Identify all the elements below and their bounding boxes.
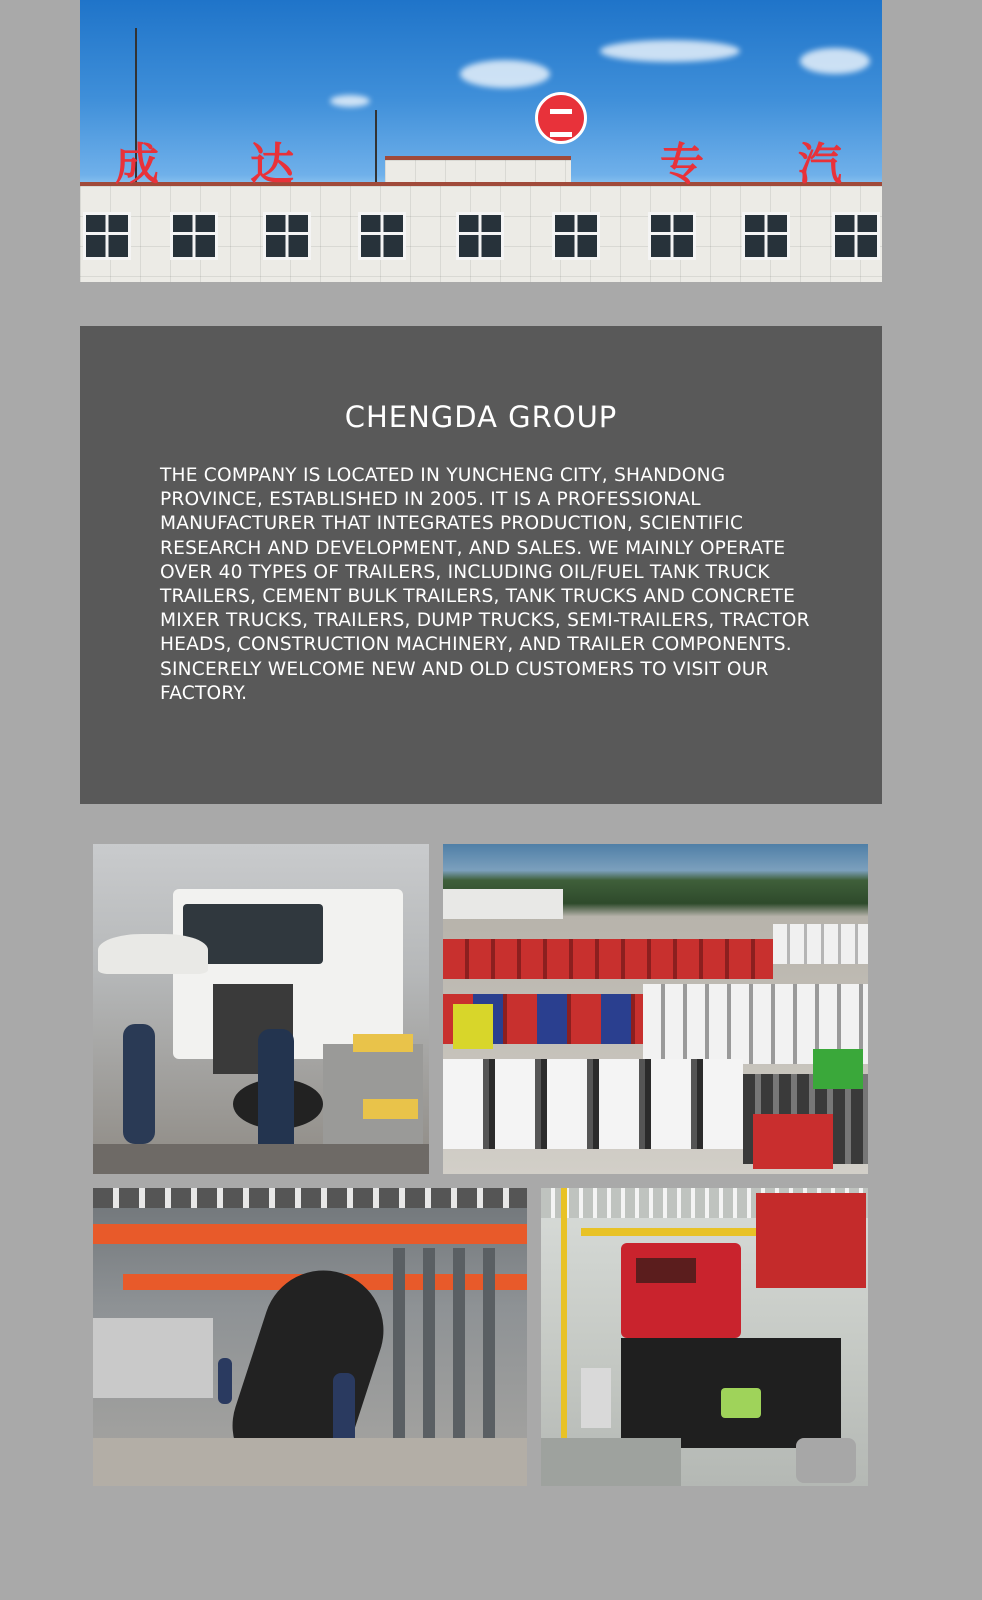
tractor-heads-lot-photo bbox=[443, 844, 868, 1174]
factory-building-photo bbox=[80, 0, 882, 282]
truck-assembly-photo bbox=[93, 844, 429, 1174]
company-description: THE COMPANY IS LOCATED IN YUNCHENG CITY, SHANDONG PROVINCE, ESTABLISHED IN 2005. IT IS A PROFESSIONAL MANUFACTURER THAT INTEGRATES PRODUCTION, SCIENTIFIC RESEARCH AND DEVELOPMENT, AND SALES. WE MAINLY OPERATE OVER 40 TYPES OF TRAILERS, INCLUDING OIL/FUEL TANK TRUCK TRAILERS, CEMENT BULK TRAILERS, TANK TRUCKS AND CONCRETE MIXER TRUCKS, TRAILERS, DUMP TRUCKS, SEMI-TRAILERS, TRACTOR HEADS, CONSTRUCTION MACHINERY, AND TRAILER COMPONENTS. SINCERELY WELCOME NEW AND OLD CUSTOMERS TO VISIT OUR FACTORY. bbox=[160, 465, 810, 704]
assembly-line-photo bbox=[541, 1188, 868, 1486]
rooftop-sign-char: 成 bbox=[115, 139, 159, 190]
company-info-panel bbox=[80, 326, 882, 804]
company-logo-icon bbox=[535, 92, 587, 144]
rooftop-sign-char: 汽 bbox=[798, 139, 842, 190]
rooftop-sign-char: 专 bbox=[660, 139, 704, 190]
company-title: CHENGDA GROUP bbox=[344, 400, 618, 434]
rooftop-sign-char: 达 bbox=[250, 139, 294, 190]
tank-fabrication-photo bbox=[93, 1188, 527, 1486]
